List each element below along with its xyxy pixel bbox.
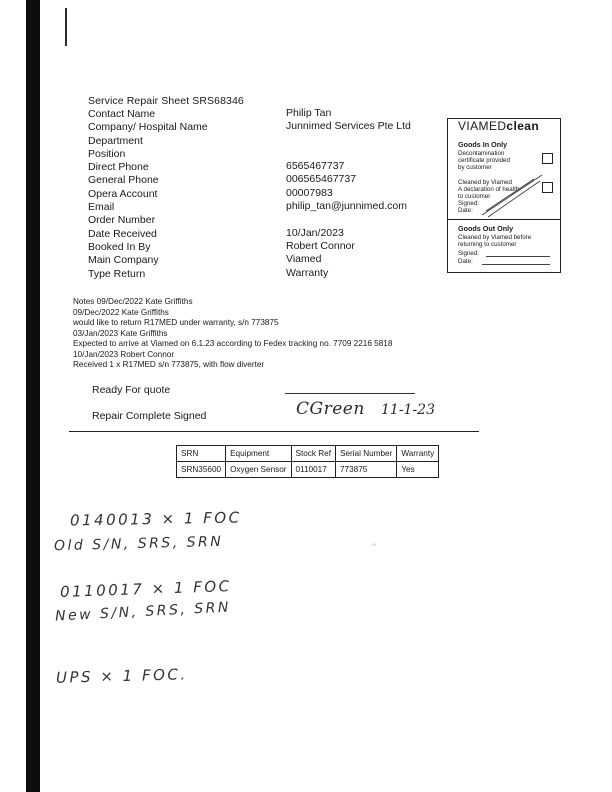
field-label: Type Return	[88, 267, 146, 280]
scan-mark	[65, 8, 67, 46]
goods-out-date: Date:	[458, 258, 473, 265]
column-header: Warranty	[397, 446, 439, 462]
field-label: Booked In By	[88, 240, 151, 253]
column-header: Stock Ref	[291, 446, 336, 462]
field-position	[88, 148, 428, 161]
field-label: Position	[88, 147, 126, 160]
stamp-brand-prefix: VIAMED	[458, 119, 507, 133]
field-direct-phone	[88, 161, 428, 174]
handwritten-note: 0110017 × 1 FOC	[59, 577, 232, 601]
goods-in-text: by customer	[458, 164, 492, 171]
contact-fields	[88, 108, 428, 281]
field-value: Warranty	[286, 266, 329, 279]
field-label: Email	[88, 201, 115, 214]
field-label: Main Company	[88, 254, 159, 267]
goods-out-signed: Signed:	[458, 250, 479, 257]
signed-label: Signed:	[458, 200, 479, 207]
stamp-brand	[458, 119, 540, 133]
note-line: would like to return R17MED under warranty, s/n 773875	[73, 318, 279, 327]
repair-signature: CGreen	[296, 399, 365, 419]
note-line: 09/Dec/2022 Kate Griffiths	[73, 307, 169, 317]
cleaned-text: to customer	[458, 193, 491, 200]
field-label: Contact Name	[88, 108, 156, 120]
field-opera-account	[88, 188, 428, 201]
scan-speck: ⁘	[371, 542, 377, 549]
ready-for-quote-label: Ready For quote	[92, 384, 171, 396]
handwritten-note: New S/N, SRS, SRN	[54, 599, 232, 625]
table-cell: 0110017	[291, 462, 336, 478]
field-value: 00007983	[286, 186, 333, 199]
goods-out-text: returning to customer	[458, 241, 517, 248]
field-contact-name	[88, 108, 428, 121]
note-line: 10/Jan/2023 Robert Connor	[73, 349, 175, 359]
note-line: Received 1 x R17MED s/n 773875, with flow diverter	[73, 360, 265, 369]
table-cell: 773875	[336, 462, 397, 478]
stamp-divider	[448, 219, 560, 220]
field-value: Viamed	[286, 253, 322, 266]
equipment-table	[176, 445, 439, 478]
field-value: Robert Connor	[286, 239, 355, 252]
table-cell: SRN35600	[177, 462, 226, 478]
field-type-return	[88, 268, 428, 281]
handwritten-note: 0140013 × 1 FOC	[69, 508, 242, 530]
field-value: 006565467737	[286, 173, 357, 186]
field-label: Date Received	[88, 227, 157, 240]
handwritten-note: UPS × 1 FOC.	[55, 665, 188, 687]
field-main-company	[88, 254, 428, 267]
table-cell: Oxygen Sensor	[226, 462, 291, 478]
goods-in-text: Decontamination	[458, 150, 505, 157]
notes-section	[73, 297, 392, 371]
field-label: Department	[88, 134, 143, 147]
field-label: Company/ Hospital Name	[88, 121, 208, 134]
column-header: SRN	[177, 446, 226, 462]
signed-line	[486, 256, 550, 257]
field-email	[88, 201, 428, 214]
sheet-title: Service Repair Sheet SRS68346	[88, 95, 244, 107]
field-general-phone	[88, 174, 428, 187]
column-header: Serial Number	[336, 446, 397, 462]
viamed-clean-stamp	[447, 118, 561, 273]
goods-out-heading: Goods Out Only	[458, 224, 514, 233]
field-value: Junnimed Services Pte Ltd	[286, 120, 411, 133]
scan-edge	[26, 0, 40, 792]
field-value: 10/Jan/2023	[286, 226, 344, 239]
table-cell: Yes	[397, 462, 439, 478]
cross-out-scribble	[476, 171, 546, 219]
field-label: Direct Phone	[88, 161, 149, 174]
field-label: Opera Account	[88, 187, 158, 200]
field-value: 6565467737	[286, 160, 345, 173]
field-value: Philip Tan	[286, 107, 332, 119]
stamp-brand-suffix: clean	[506, 119, 540, 133]
goods-in-text: certificate provided	[458, 157, 510, 164]
section-divider	[69, 431, 479, 432]
note-line: 03/Jan/2023 Kate Griffiths	[73, 328, 168, 338]
repair-signature-date: 11-1-23	[381, 402, 435, 418]
field-date-received	[88, 228, 428, 241]
goods-out-text: Cleaned by Viamed before	[458, 234, 532, 241]
handwritten-note: Old S/N, SRS, SRN	[53, 533, 224, 555]
quote-signature-line	[285, 393, 415, 394]
column-header: Equipment	[226, 446, 291, 462]
table-header-row	[177, 446, 439, 462]
field-value: philip_tan@junnimed.com	[286, 200, 407, 213]
decontamination-checkbox	[542, 153, 553, 164]
cleaned-text: A declaration of health	[458, 186, 520, 193]
note-line: Expected to arrive at Viamed on 6.1.23 according to Fedex tracking no. 7709 2216 5818	[73, 339, 393, 348]
note-line: Notes 09/Dec/2022 Kate Griffiths	[73, 297, 193, 306]
field-booked-in-by	[88, 241, 428, 254]
date-line	[482, 264, 550, 265]
field-label: General Phone	[88, 174, 159, 187]
field-company	[88, 121, 428, 134]
date-label: Date:	[458, 207, 473, 214]
field-label: Order Number	[88, 214, 156, 227]
field-department	[88, 135, 428, 148]
goods-in-heading: Goods In Only	[458, 140, 508, 149]
field-order-number	[88, 214, 428, 227]
table-row	[177, 462, 439, 478]
cleaned-text: Cleaned by Viamed	[458, 179, 512, 186]
repair-complete-label: Repair Complete Signed	[92, 410, 207, 422]
